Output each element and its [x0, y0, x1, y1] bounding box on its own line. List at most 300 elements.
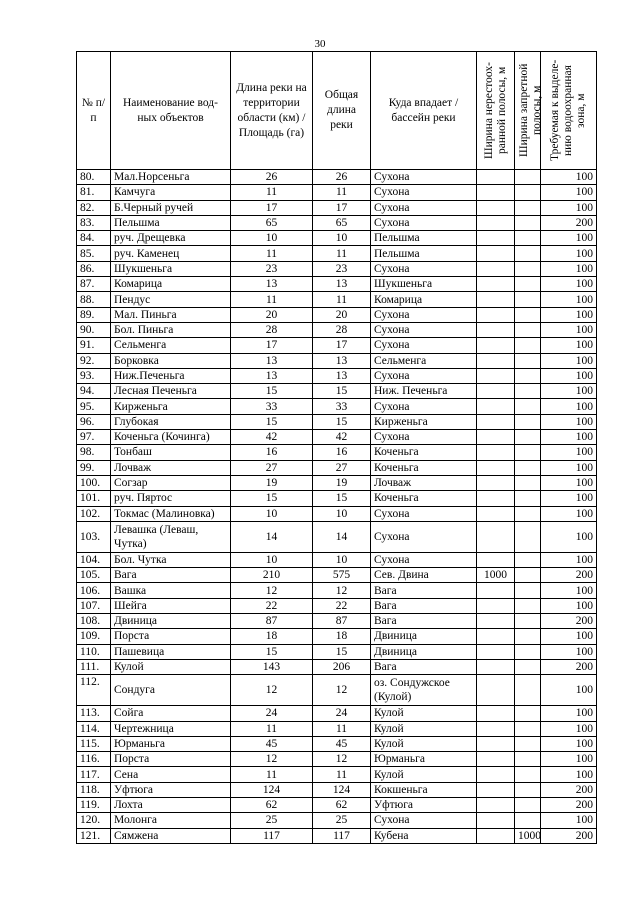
- cell-required-zone: 100: [541, 322, 597, 337]
- cell-total-length: 22: [313, 598, 371, 613]
- cell-total-length: 87: [313, 614, 371, 629]
- cell-required-zone: 100: [541, 475, 597, 490]
- cell-total-length: 15: [313, 384, 371, 399]
- cell-total-length: 15: [313, 491, 371, 506]
- table-row: [77, 445, 597, 460]
- cell-prohibited-width: [515, 521, 541, 552]
- cell-required-zone: 200: [541, 797, 597, 812]
- header-length-region: Длина реки на территории области (км) / Площадь (га): [231, 52, 313, 170]
- cell-row-number: 99.: [77, 460, 111, 475]
- cell-outflow: Комарица: [371, 292, 477, 307]
- cell-spawning-width: [477, 659, 515, 674]
- cell-outflow: Кокшеньга: [371, 782, 477, 797]
- cell-prohibited-width: [515, 629, 541, 644]
- cell-water-body-name: Бол. Пиньга: [111, 322, 231, 337]
- cell-outflow: Кулой: [371, 736, 477, 751]
- cell-total-length: 18: [313, 629, 371, 644]
- cell-prohibited-width: [515, 568, 541, 583]
- cell-water-body-name: Борковка: [111, 353, 231, 368]
- cell-length-region: 11: [231, 185, 313, 200]
- cell-spawning-width: [477, 782, 515, 797]
- cell-length-region: 18: [231, 629, 313, 644]
- cell-spawning-width: [477, 506, 515, 521]
- cell-water-body-name: Чертежница: [111, 721, 231, 736]
- cell-total-length: 12: [313, 752, 371, 767]
- cell-water-body-name: Вага: [111, 568, 231, 583]
- cell-length-region: 26: [231, 170, 313, 185]
- cell-water-body-name: Вашка: [111, 583, 231, 598]
- cell-prohibited-width: [515, 200, 541, 215]
- cell-spawning-width: [477, 598, 515, 613]
- cell-length-region: 62: [231, 797, 313, 812]
- cell-prohibited-width: [515, 782, 541, 797]
- cell-required-zone: 100: [541, 752, 597, 767]
- cell-total-length: 19: [313, 475, 371, 490]
- cell-spawning-width: [477, 460, 515, 475]
- cell-prohibited-width: [515, 170, 541, 185]
- cell-total-length: 575: [313, 568, 371, 583]
- cell-water-body-name: Шейга: [111, 598, 231, 613]
- cell-spawning-width: [477, 185, 515, 200]
- table-row: [77, 460, 597, 475]
- cell-water-body-name: Мал. Пиньга: [111, 307, 231, 322]
- header-name: Наименование вод-ных объектов: [111, 52, 231, 170]
- table-row: [77, 752, 597, 767]
- cell-required-zone: 100: [541, 644, 597, 659]
- cell-outflow: оз. Сондужское (Кулой): [371, 675, 477, 706]
- cell-total-length: 62: [313, 797, 371, 812]
- cell-row-number: 81.: [77, 185, 111, 200]
- cell-outflow: Сухона: [371, 185, 477, 200]
- table-row: [77, 200, 597, 215]
- cell-water-body-name: Левашка (Леваш, Чутка): [111, 521, 231, 552]
- cell-required-zone: 100: [541, 736, 597, 751]
- cell-length-region: 15: [231, 384, 313, 399]
- cell-prohibited-width: [515, 721, 541, 736]
- cell-spawning-width: [477, 353, 515, 368]
- cell-spawning-width: [477, 706, 515, 721]
- cell-outflow: Сухона: [371, 521, 477, 552]
- table-row: [77, 659, 597, 674]
- cell-row-number: 84.: [77, 231, 111, 246]
- cell-required-zone: 200: [541, 568, 597, 583]
- cell-outflow: Сухона: [371, 368, 477, 383]
- cell-length-region: 10: [231, 552, 313, 567]
- cell-water-body-name: Камчуга: [111, 185, 231, 200]
- cell-prohibited-width: [515, 475, 541, 490]
- cell-prohibited-width: [515, 767, 541, 782]
- cell-length-region: 117: [231, 828, 313, 843]
- table-row: [77, 261, 597, 276]
- cell-spawning-width: [477, 200, 515, 215]
- cell-water-body-name: Кирженьга: [111, 399, 231, 414]
- cell-length-region: 14: [231, 521, 313, 552]
- cell-length-region: 24: [231, 706, 313, 721]
- cell-required-zone: 200: [541, 782, 597, 797]
- cell-required-zone: 100: [541, 445, 597, 460]
- cell-required-zone: 100: [541, 307, 597, 322]
- cell-water-body-name: Глубокая: [111, 414, 231, 429]
- cell-total-length: 20: [313, 307, 371, 322]
- cell-outflow: Сев. Двина: [371, 568, 477, 583]
- cell-length-region: 11: [231, 721, 313, 736]
- cell-row-number: 120.: [77, 813, 111, 828]
- table-row: [77, 231, 597, 246]
- cell-spawning-width: [477, 338, 515, 353]
- cell-required-zone: 100: [541, 277, 597, 292]
- cell-prohibited-width: [515, 797, 541, 812]
- cell-water-body-name: Сямжена: [111, 828, 231, 843]
- cell-outflow: Юрманьга: [371, 752, 477, 767]
- cell-length-region: 17: [231, 338, 313, 353]
- cell-required-zone: 100: [541, 414, 597, 429]
- cell-length-region: 11: [231, 292, 313, 307]
- table-body: [77, 170, 597, 844]
- cell-row-number: 89.: [77, 307, 111, 322]
- cell-required-zone: 100: [541, 185, 597, 200]
- cell-total-length: 17: [313, 200, 371, 215]
- cell-total-length: 28: [313, 322, 371, 337]
- cell-prohibited-width: [515, 706, 541, 721]
- cell-water-body-name: Пендус: [111, 292, 231, 307]
- cell-total-length: 12: [313, 675, 371, 706]
- cell-required-zone: 100: [541, 491, 597, 506]
- cell-total-length: 10: [313, 231, 371, 246]
- cell-total-length: 13: [313, 277, 371, 292]
- cell-outflow: Вага: [371, 659, 477, 674]
- cell-prohibited-width: [515, 583, 541, 598]
- cell-spawning-width: [477, 736, 515, 751]
- cell-total-length: 15: [313, 644, 371, 659]
- cell-spawning-width: [477, 475, 515, 490]
- cell-row-number: 111.: [77, 659, 111, 674]
- cell-total-length: 42: [313, 430, 371, 445]
- cell-prohibited-width: [515, 430, 541, 445]
- cell-length-region: 13: [231, 277, 313, 292]
- cell-total-length: 33: [313, 399, 371, 414]
- cell-prohibited-width: [515, 353, 541, 368]
- water-bodies-table: [76, 51, 597, 844]
- cell-water-body-name: Бол. Чутка: [111, 552, 231, 567]
- cell-required-zone: 100: [541, 813, 597, 828]
- table-row: [77, 430, 597, 445]
- cell-prohibited-width: [515, 659, 541, 674]
- cell-outflow: Сухона: [371, 552, 477, 567]
- cell-water-body-name: Двиница: [111, 614, 231, 629]
- table-row: [77, 614, 597, 629]
- table-row: [77, 721, 597, 736]
- cell-length-region: 143: [231, 659, 313, 674]
- cell-water-body-name: Молонга: [111, 813, 231, 828]
- table-row: [77, 828, 597, 843]
- cell-prohibited-width: [515, 338, 541, 353]
- cell-row-number: 86.: [77, 261, 111, 276]
- cell-required-zone: 100: [541, 767, 597, 782]
- cell-prohibited-width: [515, 598, 541, 613]
- cell-total-length: 45: [313, 736, 371, 751]
- table-row: [77, 767, 597, 782]
- cell-required-zone: 100: [541, 384, 597, 399]
- cell-prohibited-width: [515, 399, 541, 414]
- cell-length-region: 28: [231, 322, 313, 337]
- table-row: [77, 277, 597, 292]
- cell-prohibited-width: [515, 292, 541, 307]
- cell-row-number: 90.: [77, 322, 111, 337]
- cell-outflow: Сухона: [371, 813, 477, 828]
- cell-outflow: Кулой: [371, 721, 477, 736]
- cell-prohibited-width: [515, 644, 541, 659]
- cell-spawning-width: [477, 644, 515, 659]
- cell-water-body-name: Тонбаш: [111, 445, 231, 460]
- cell-required-zone: 100: [541, 629, 597, 644]
- table-row: [77, 353, 597, 368]
- cell-water-body-name: Лесная Печеньга: [111, 384, 231, 399]
- cell-row-number: 112.: [77, 675, 111, 706]
- cell-length-region: 22: [231, 598, 313, 613]
- header-spawning-width: Ширина нерестоох-ранной полосы, м: [477, 52, 515, 170]
- cell-water-body-name: Пельшма: [111, 215, 231, 230]
- cell-length-region: 11: [231, 767, 313, 782]
- cell-prohibited-width: [515, 614, 541, 629]
- cell-row-number: 88.: [77, 292, 111, 307]
- cell-row-number: 85.: [77, 246, 111, 261]
- table-row: [77, 583, 597, 598]
- cell-prohibited-width: [515, 368, 541, 383]
- cell-length-region: 45: [231, 736, 313, 751]
- cell-water-body-name: Коченьга (Кочинга): [111, 430, 231, 445]
- cell-outflow: Шукшеньга: [371, 277, 477, 292]
- cell-length-region: 17: [231, 200, 313, 215]
- cell-spawning-width: [477, 813, 515, 828]
- cell-outflow: Кулой: [371, 706, 477, 721]
- cell-total-length: 206: [313, 659, 371, 674]
- cell-spawning-width: [477, 430, 515, 445]
- table-row: [77, 414, 597, 429]
- cell-total-length: 27: [313, 460, 371, 475]
- cell-required-zone: 100: [541, 200, 597, 215]
- cell-total-length: 13: [313, 368, 371, 383]
- cell-length-region: 12: [231, 752, 313, 767]
- cell-row-number: 118.: [77, 782, 111, 797]
- cell-length-region: 124: [231, 782, 313, 797]
- table-row: [77, 797, 597, 812]
- cell-water-body-name: Лочваж: [111, 460, 231, 475]
- cell-spawning-width: [477, 170, 515, 185]
- cell-spawning-width: [477, 322, 515, 337]
- cell-spawning-width: 1000: [477, 568, 515, 583]
- cell-water-body-name: Лохта: [111, 797, 231, 812]
- cell-outflow: Сухона: [371, 200, 477, 215]
- table-row: [77, 675, 597, 706]
- cell-outflow: Сухона: [371, 338, 477, 353]
- cell-prohibited-width: 1000: [515, 828, 541, 843]
- cell-outflow: Сухона: [371, 170, 477, 185]
- cell-total-length: 26: [313, 170, 371, 185]
- cell-length-region: 23: [231, 261, 313, 276]
- table-row: [77, 307, 597, 322]
- cell-required-zone: 100: [541, 583, 597, 598]
- cell-row-number: 104.: [77, 552, 111, 567]
- cell-outflow: Лочваж: [371, 475, 477, 490]
- cell-prohibited-width: [515, 185, 541, 200]
- cell-length-region: 11: [231, 246, 313, 261]
- cell-water-body-name: Сена: [111, 767, 231, 782]
- cell-row-number: 97.: [77, 430, 111, 445]
- cell-prohibited-width: [515, 261, 541, 276]
- cell-spawning-width: [477, 261, 515, 276]
- cell-required-zone: 100: [541, 353, 597, 368]
- table-row: [77, 215, 597, 230]
- cell-length-region: 87: [231, 614, 313, 629]
- cell-prohibited-width: [515, 384, 541, 399]
- cell-water-body-name: Сондуга: [111, 675, 231, 706]
- cell-spawning-width: [477, 445, 515, 460]
- cell-length-region: 65: [231, 215, 313, 230]
- cell-prohibited-width: [515, 460, 541, 475]
- table-row: [77, 736, 597, 751]
- cell-spawning-width: [477, 307, 515, 322]
- cell-water-body-name: руч. Каменец: [111, 246, 231, 261]
- cell-water-body-name: Уфтюга: [111, 782, 231, 797]
- table-row: [77, 322, 597, 337]
- cell-required-zone: 200: [541, 614, 597, 629]
- cell-required-zone: 100: [541, 552, 597, 567]
- cell-prohibited-width: [515, 445, 541, 460]
- cell-row-number: 116.: [77, 752, 111, 767]
- cell-prohibited-width: [515, 752, 541, 767]
- table-row: [77, 521, 597, 552]
- cell-row-number: 100.: [77, 475, 111, 490]
- cell-outflow: Коченьга: [371, 445, 477, 460]
- cell-outflow: Кирженьга: [371, 414, 477, 429]
- cell-required-zone: 100: [541, 246, 597, 261]
- cell-row-number: 121.: [77, 828, 111, 843]
- cell-outflow: Сухона: [371, 399, 477, 414]
- cell-spawning-width: [477, 277, 515, 292]
- cell-water-body-name: Комарица: [111, 277, 231, 292]
- cell-row-number: 82.: [77, 200, 111, 215]
- header-required-zone: Требуемая к выделе-нию водоохранная зона, м: [541, 52, 597, 170]
- cell-length-region: 33: [231, 399, 313, 414]
- cell-outflow: Коченьга: [371, 491, 477, 506]
- cell-water-body-name: Шукшеньга: [111, 261, 231, 276]
- cell-prohibited-width: [515, 277, 541, 292]
- header-num: № п/п: [77, 52, 111, 170]
- cell-water-body-name: Токмас (Малиновка): [111, 506, 231, 521]
- cell-spawning-width: [477, 552, 515, 567]
- cell-length-region: 15: [231, 414, 313, 429]
- cell-water-body-name: Сойга: [111, 706, 231, 721]
- cell-length-region: 12: [231, 675, 313, 706]
- cell-required-zone: 100: [541, 506, 597, 521]
- cell-length-region: 16: [231, 445, 313, 460]
- cell-required-zone: 100: [541, 338, 597, 353]
- cell-required-zone: 200: [541, 828, 597, 843]
- cell-total-length: 13: [313, 353, 371, 368]
- cell-spawning-width: [477, 767, 515, 782]
- cell-outflow: Уфтюга: [371, 797, 477, 812]
- cell-total-length: 14: [313, 521, 371, 552]
- table-row: [77, 598, 597, 613]
- cell-row-number: 98.: [77, 445, 111, 460]
- cell-spawning-width: [477, 414, 515, 429]
- table-row: [77, 552, 597, 567]
- cell-total-length: 11: [313, 246, 371, 261]
- table-row: [77, 629, 597, 644]
- cell-outflow: Пельшма: [371, 231, 477, 246]
- cell-total-length: 23: [313, 261, 371, 276]
- cell-water-body-name: Мал.Норсеньга: [111, 170, 231, 185]
- table-row: [77, 506, 597, 521]
- cell-total-length: 16: [313, 445, 371, 460]
- cell-prohibited-width: [515, 246, 541, 261]
- cell-row-number: 117.: [77, 767, 111, 782]
- cell-outflow: Сухона: [371, 215, 477, 230]
- table-row: [77, 813, 597, 828]
- cell-length-region: 13: [231, 353, 313, 368]
- cell-row-number: 107.: [77, 598, 111, 613]
- cell-outflow: Двиница: [371, 644, 477, 659]
- cell-row-number: 103.: [77, 521, 111, 552]
- cell-total-length: 117: [313, 828, 371, 843]
- cell-required-zone: 100: [541, 675, 597, 706]
- cell-total-length: 17: [313, 338, 371, 353]
- cell-total-length: 65: [313, 215, 371, 230]
- cell-outflow: Вага: [371, 598, 477, 613]
- cell-prohibited-width: [515, 552, 541, 567]
- cell-prohibited-width: [515, 307, 541, 322]
- cell-outflow: Кубена: [371, 828, 477, 843]
- cell-total-length: 11: [313, 721, 371, 736]
- cell-spawning-width: [477, 629, 515, 644]
- cell-required-zone: 100: [541, 721, 597, 736]
- page-number: 30: [314, 38, 326, 50]
- cell-required-zone: 100: [541, 399, 597, 414]
- cell-row-number: 102.: [77, 506, 111, 521]
- cell-row-number: 106.: [77, 583, 111, 598]
- cell-water-body-name: Пашевица: [111, 644, 231, 659]
- cell-row-number: 92.: [77, 353, 111, 368]
- cell-spawning-width: [477, 399, 515, 414]
- cell-water-body-name: Согзар: [111, 475, 231, 490]
- cell-outflow: Сельменга: [371, 353, 477, 368]
- cell-water-body-name: Б.Черный ручей: [111, 200, 231, 215]
- cell-water-body-name: руч. Пяртос: [111, 491, 231, 506]
- cell-prohibited-width: [515, 215, 541, 230]
- cell-required-zone: 100: [541, 521, 597, 552]
- cell-prohibited-width: [515, 322, 541, 337]
- cell-spawning-width: [477, 828, 515, 843]
- table-row: [77, 399, 597, 414]
- cell-row-number: 94.: [77, 384, 111, 399]
- cell-spawning-width: [477, 384, 515, 399]
- cell-required-zone: 100: [541, 261, 597, 276]
- cell-water-body-name: руч. Дрещевка: [111, 231, 231, 246]
- header-outflow: Куда впадает / бассейн реки: [371, 52, 477, 170]
- cell-required-zone: 200: [541, 215, 597, 230]
- cell-spawning-width: [477, 292, 515, 307]
- cell-prohibited-width: [515, 675, 541, 706]
- cell-length-region: 15: [231, 644, 313, 659]
- cell-water-body-name: Порста: [111, 629, 231, 644]
- cell-spawning-width: [477, 368, 515, 383]
- cell-total-length: 10: [313, 552, 371, 567]
- cell-outflow: Сухона: [371, 261, 477, 276]
- cell-total-length: 24: [313, 706, 371, 721]
- cell-outflow: Сухона: [371, 322, 477, 337]
- cell-required-zone: 200: [541, 659, 597, 674]
- cell-outflow: Сухона: [371, 506, 477, 521]
